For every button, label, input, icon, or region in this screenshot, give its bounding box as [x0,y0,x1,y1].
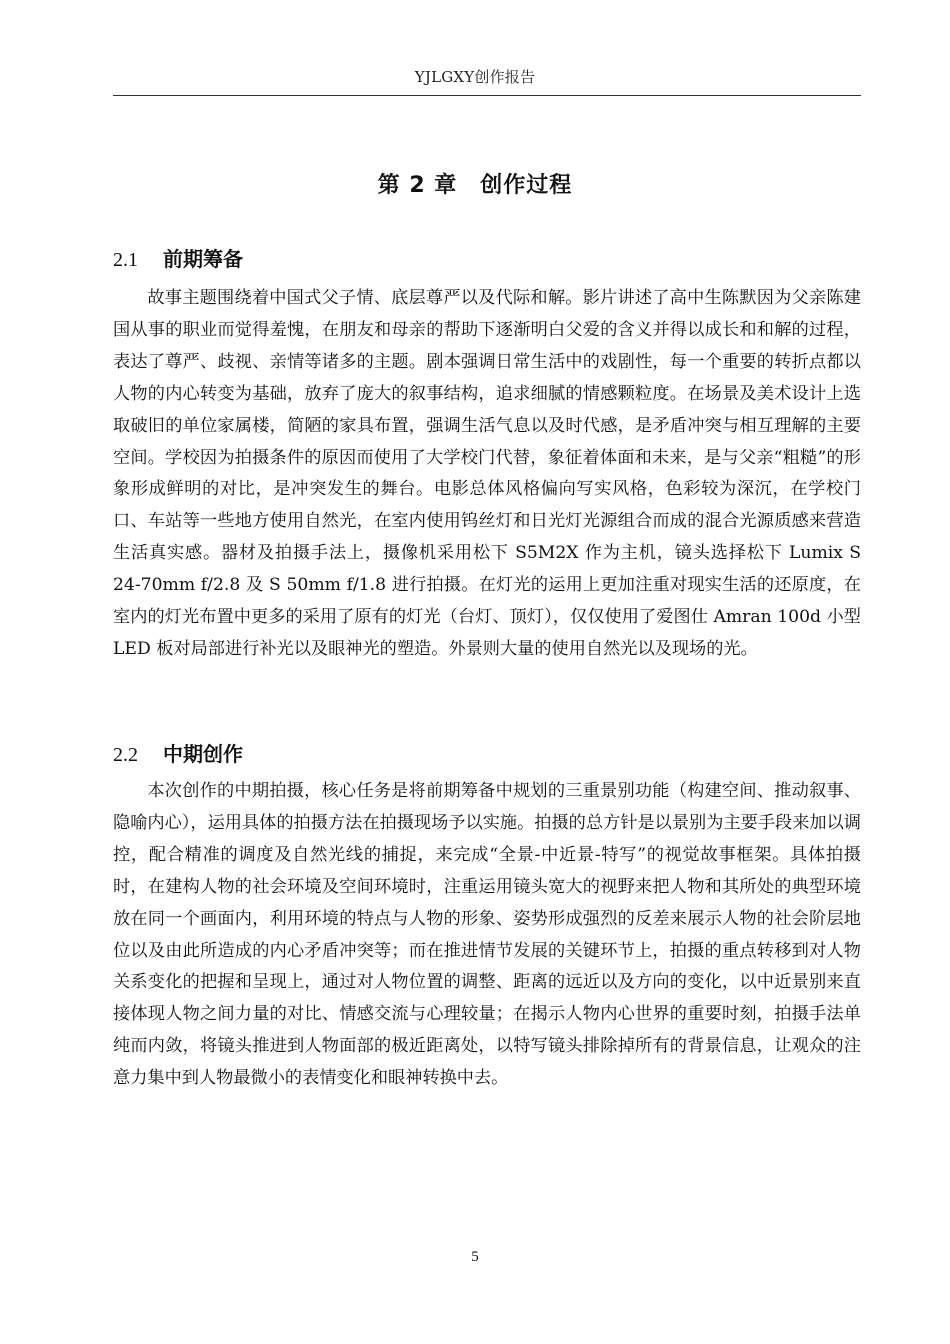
chapter-title: 第 2 章 创作过程 [377,173,573,198]
section-number: 2.1 [113,249,138,271]
section-paragraph: 本次创作的中期拍摄，核心任务是将前期筹备中规划的三重景别功能（构建空间、推动叙事、隐喻内心），运用具体的拍摄方法在拍摄现场予以实施。拍摄的总方针是以景别为主要手段来加以调控，配合精准的调度及自然光线的捕捉，来完成“全景-中近景-特写”的视觉故事框架。具体拍摄时，在建构人物的社会环境及空间环境时，注重运用镜头宽大的视野来把人物和其所处的典型环境放在同一个画面内，利用环境的特点与人物的形象、姿势形成强烈的反差来展示人物的社会阶层地位以及由此所造成的内心矛盾冲突等；而在推进情节发展的关键环节上，拍摄的重点转移到对人物关系变化的把握和呈现上，通过对人物位置的调整、距离的远近以及方向的变化，以中近景别来直接体现人物之间力量的对比、情感交流与心理较量；在揭示人物内心世界的重要时刻，拍摄手法单纯而内敛，将镜头推进到人物面部的极近距离处，以特写镜头排除掉所有的背景信息，让观众的注意力集中到人物最微小的表情变化和眼神转换中去。 [113,781,861,1089]
header-divider [113,95,861,96]
section-heading-2-1 [113,243,243,272]
page-number: 5 [471,1249,479,1265]
section-number: 2.2 [113,744,138,766]
section-heading-2-2 [113,738,243,767]
section-title: 前期筹备 [163,247,243,271]
section-paragraph: 故事主题围绕着中国式父子情、底层尊严以及代际和解。影片讲述了高中生陈默因为父亲陈建国从事的职业而觉得羞愧，在朋友和母亲的帮助下逐渐明白父爱的含义并得以成长和和解的过程，表达了尊严、歧视、亲情等诸多的主题。剧本强调日常生活中的戏剧性，每一个重要的转折点都以人物的内心转变为基础，放弃了庞大的叙事结构，追求细腻的情感颗粒度。在场景及美术设计上选取破旧的单位家属楼，简陋的家具布置，强调生活气息以及时代感，是矛盾冲突与相互理解的主要空间。学校因为拍摄条件的原因而使用了大学校门代替，象征着体面和未来，是与父亲“粗糙”的形象形成鲜明的对比，是冲突发生的舞台。电影总体风格偏向写实风格，色彩较为深沉，在学校门口、车站等一些地方使用自然光，在室内使用钨丝灯和日光灯光源组合而成的混合光源质感来营造生活真实感。器材及拍摄手法上，摄像机采用松下 S5M2X 作为主机，镜头选择松下 Lumix S 24-70mm f/2.8 及 S 50mm f/1.8 进行拍摄。在灯光的运用上更加注重对现实生活的还原度，在室内的灯光布置中更多的采用了原有的灯光（台灯、顶灯），仅仅使用了爱图仕 Amran 100d 小型 LED 板对局部进行补光以及眼神光的塑造。外景则大量的使用自然光以及现场的光。 [113,288,861,659]
section-title: 中期创作 [163,742,243,766]
running-header: YJLGXY创作报告 [414,68,536,86]
